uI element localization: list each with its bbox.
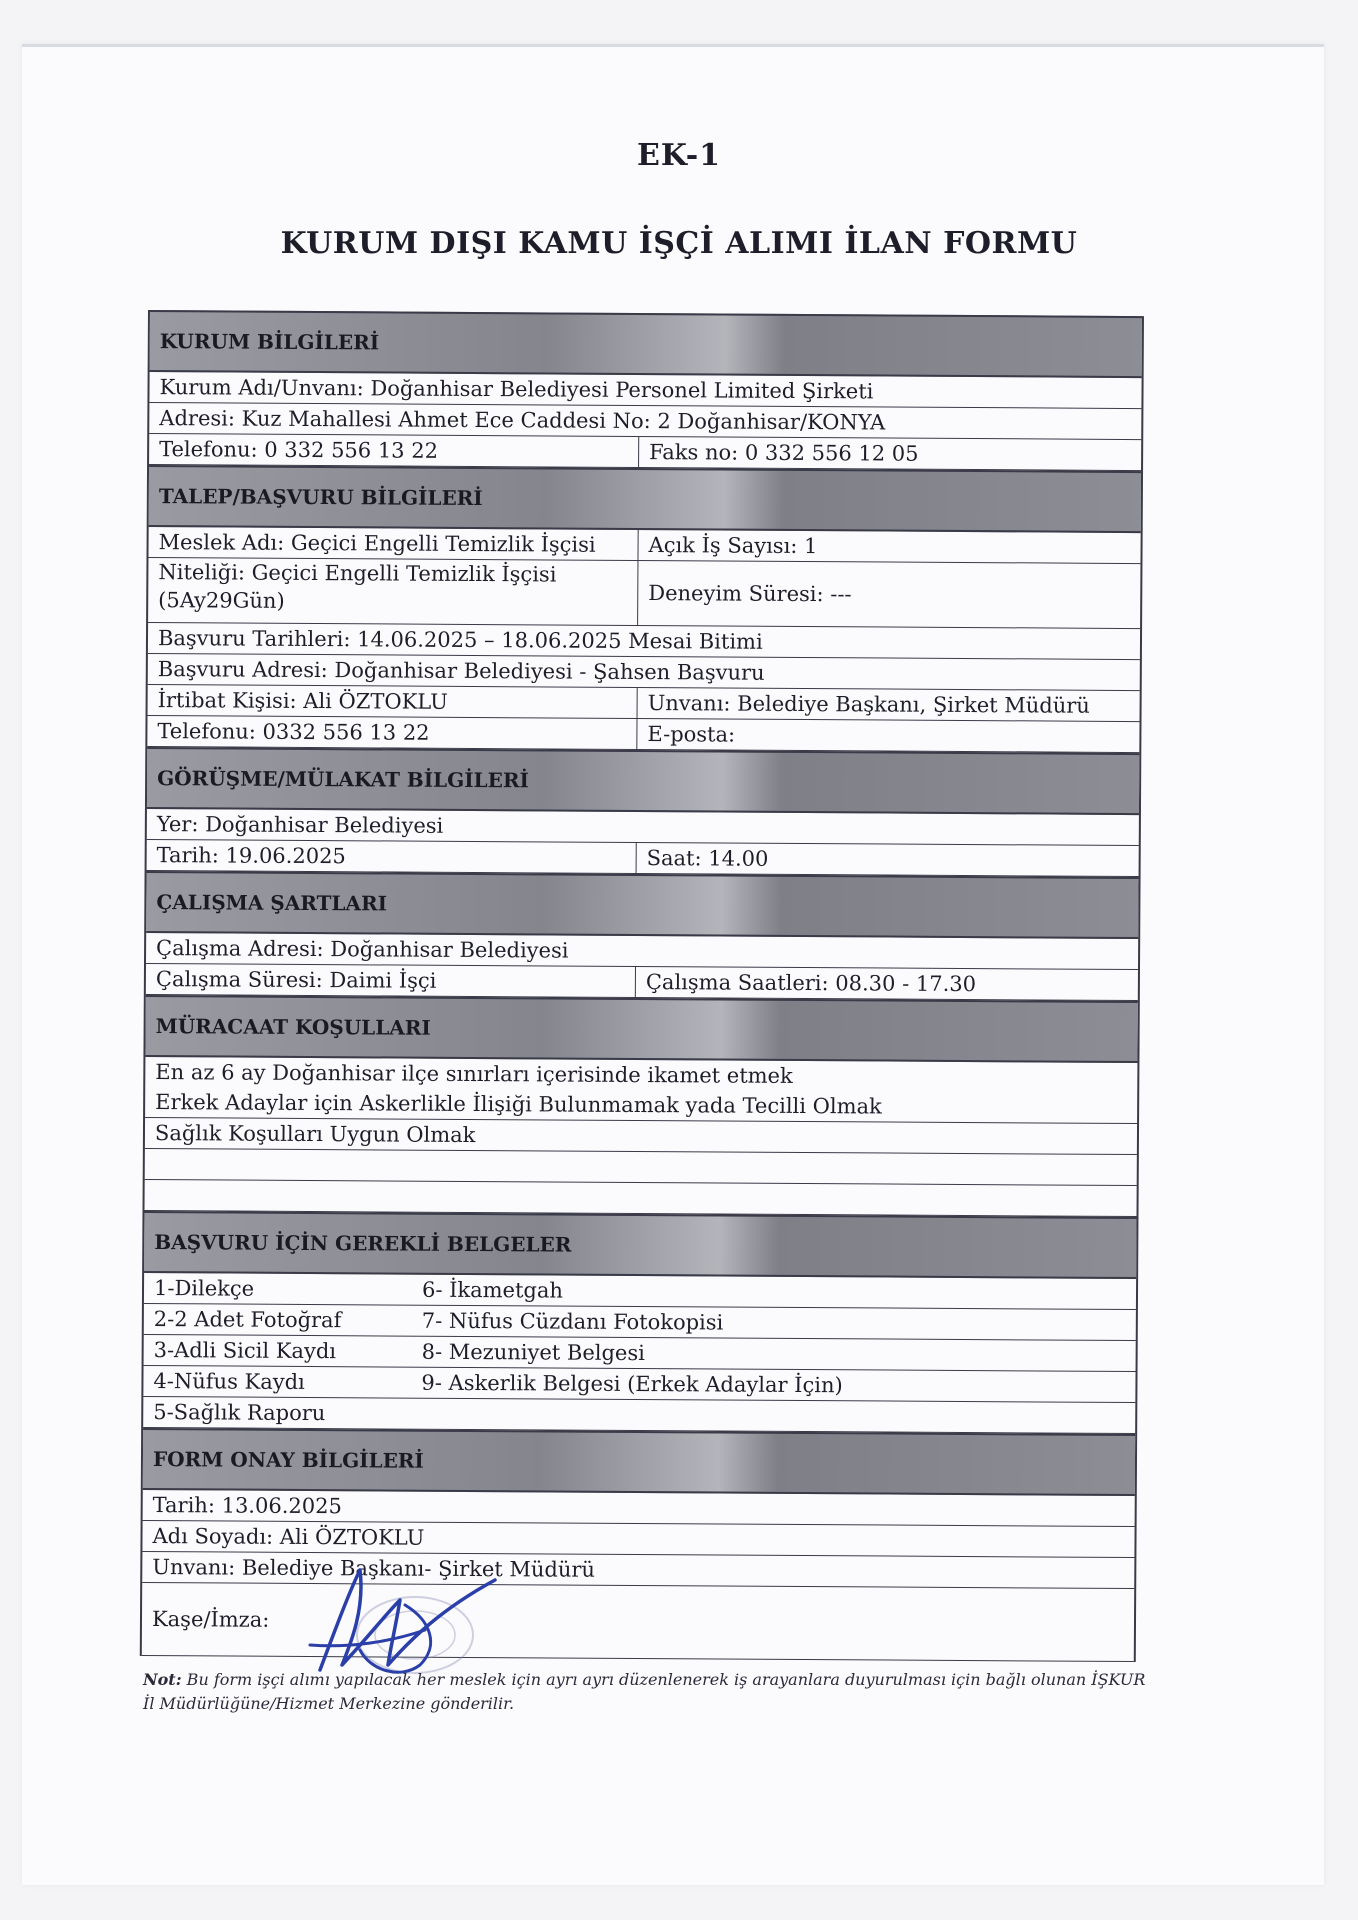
document-item: 6- İkametgah	[421, 1277, 564, 1303]
interview-place: Yer: Doğanhisar Belediyesi	[156, 812, 444, 838]
institution-address: Adresi: Kuz Mahallesi Ahmet Ece Caddesi No: 2 Doğanhisar/KONYA	[159, 406, 886, 435]
approver-name: Adı Soyadı: Ali ÖZTOKLU	[152, 1524, 425, 1550]
annex-label: EK-1	[636, 138, 722, 173]
document-item: 2-2 Adet Fotoğraf	[153, 1307, 342, 1333]
footnote-text: Bu form işçi alımı yapılacak her meslek için ayrı ayrı düzenlenerek iş arayanlara duyurulması için bağlı olunan İŞKUR İl Müdürlüğüne/Hizmet Merkezine gönderilir.	[143, 1670, 1146, 1713]
open-positions: Açık İş Sayısı: 1	[648, 533, 818, 559]
approval-date: Tarih: 13.06.2025	[152, 1493, 342, 1519]
footnote	[143, 1668, 1153, 1716]
footnote-label: Not:	[143, 1670, 182, 1689]
approver-title: Unvanı: Belediye Başkanı- Şirket Müdürü	[152, 1555, 596, 1582]
section-header-calisma: ÇALIŞMA ŞARTLARI	[146, 871, 1138, 939]
contact-title: Unvanı: Belediye Başkanı, Şirket Müdürü	[647, 691, 1090, 718]
work-address: Çalışma Adresi: Doğanhisar Belediyesi	[156, 936, 569, 963]
work-hours: Çalışma Saatleri: 08.30 - 17.30	[645, 970, 977, 997]
contact-person: İrtibat Kişisi: Ali ÖZTOKLU	[148, 685, 638, 718]
application-dates: Başvuru Tarihleri: 14.06.2025 – 18.06.2025 Mesai Bitimi	[157, 626, 763, 654]
document-item: 5-Sağlık Raporu	[153, 1400, 326, 1426]
section-header-belgeler: BAŞVURU İÇİN GEREKLİ BELGELER	[144, 1211, 1136, 1279]
contact-phone: Telefonu: 0332 556 13 22	[147, 716, 637, 749]
institution-phone: Telefonu: 0 332 556 13 22	[149, 434, 639, 467]
qualification	[148, 558, 638, 625]
section-header-muracaat: MÜRACAAT KOŞULLARI	[145, 995, 1137, 1063]
section-header-kurum: KURUM BİLGİLERİ	[150, 310, 1142, 378]
form-row	[148, 558, 1140, 629]
condition-item: Sağlık Koşulları Uygun Olmak	[154, 1121, 476, 1148]
signature-mark	[290, 1530, 510, 1690]
condition-item: En az 6 ay Doğanhisar ilçe sınırları içerisinde ikamet etmek	[155, 1060, 793, 1088]
condition-item: Erkek Adaylar için Askerlikle İlişiği Bulunmamak yada Tecilli Olmak	[155, 1090, 882, 1119]
document-item: 9- Askerlik Belgesi (Erkek Adaylar İçin)	[421, 1370, 843, 1398]
institution-fax: Faks no: 0 332 556 12 05	[649, 440, 919, 466]
document-item: 8- Mezuniyet Belgesi	[421, 1339, 645, 1366]
work-duration: Çalışma Süresi: Daimi İşçi	[146, 964, 636, 997]
stamp-signature-label: Kaşe/İmza:	[151, 1607, 270, 1632]
contact-email: E-posta:	[647, 722, 736, 747]
qualification-line: Niteliği: Geçici Engelli Temizlik İşçisi	[158, 560, 557, 587]
institution-name: Kurum Adı/Unvanı: Doğanhisar Belediyesi Personel Limited Şirketi	[159, 375, 874, 404]
qualification-line: (5Ay29Gün)	[158, 588, 285, 613]
application-address: Başvuru Adresi: Doğanhisar Belediyesi - Şahsen Başvuru	[157, 657, 765, 685]
document-item: 1-Dilekçe	[153, 1276, 255, 1301]
document-item: 4-Nüfus Kaydı	[153, 1369, 305, 1394]
document-item: 7- Nüfus Cüzdanı Fotokopisi	[421, 1308, 724, 1335]
section-header-gorusme: GÖRÜŞME/MÜLAKAT BİLGİLERİ	[147, 747, 1139, 815]
interview-time: Saat: 14.00	[646, 846, 769, 871]
form-title: KURUM DIŞI KAMU İŞÇİ ALIMI İLAN FORMU	[280, 226, 1078, 261]
section-header-onay: FORM ONAY BİLGİLERİ	[143, 1428, 1135, 1496]
experience-duration: Deneyim Süresi: ---	[648, 581, 852, 607]
document-item: 3-Adli Sicil Kaydı	[153, 1338, 337, 1364]
announcement-form	[140, 310, 1144, 1662]
interview-date: Tarih: 19.06.2025	[147, 840, 637, 873]
occupation-name: Meslek Adı: Geçici Engelli Temizlik İşçisi	[148, 527, 638, 560]
document-item	[411, 1399, 1135, 1433]
section-header-talep: TALEP/BAŞVURU BİLGİLERİ	[149, 465, 1141, 533]
